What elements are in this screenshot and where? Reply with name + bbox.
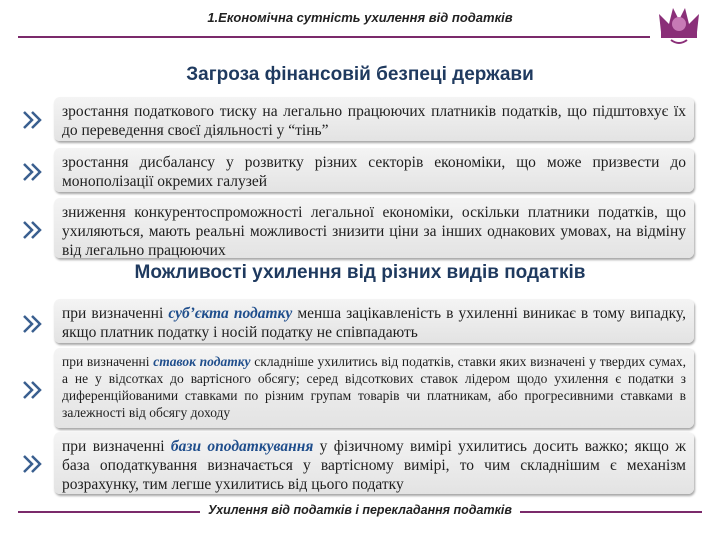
footer-divider-left [18, 511, 200, 513]
double-chevron-icon [22, 380, 44, 400]
double-chevron-icon [22, 220, 44, 240]
item-emphasis: ставок податку [153, 354, 251, 369]
item-text: складніше ухилитись від податків, ставки яких визначені у твердих сумах, а не у відсотках до вартісного обсягу; серед відсоткових ставок лідером щодо ухилення є податки з диференційованими ставками по різним групам товарів чи платникам, або прогресивними ставками в залежності від обсягу доходу [62, 354, 686, 420]
item-prefix: при визначенні [62, 438, 171, 455]
opportunity-item-subject [54, 299, 694, 343]
footer-text: Ухилення від податків і перекладання податків [208, 503, 512, 517]
double-chevron-icon [22, 454, 44, 474]
double-chevron-icon [22, 162, 44, 182]
opportunity-item-base [54, 432, 694, 494]
footer-divider-right [520, 511, 702, 513]
item-text: у фізичному вимірі ухилитись досить важко; якщо ж база оподаткування визначається у вартісному вимірі, то чим складнішим є механізм розрахунку, тим легше ухилитись від цього податку [62, 438, 686, 493]
opportunities-title: Можливості ухилення від різних видів податків [134, 262, 586, 283]
threat-item: зниження конкурентоспроможності легальної економіки, оскільки платники податків, що ухиляються, мають реальні можливості знизити ціни за інших однакових умовах, на відміну від легально працюючих [54, 198, 694, 258]
threats-title: Загроза фінансовій безпеці держави [186, 64, 534, 85]
threat-item: зростання податкового тиску на легально працюючих платників податків, що підштовхує їх до переведення своєї діяльності у “тінь” [54, 97, 694, 141]
double-chevron-icon [22, 314, 44, 334]
header-title: 1.Економічна сутність ухилення від податків [207, 10, 513, 25]
double-chevron-icon [22, 110, 44, 130]
opportunity-item-rates [54, 348, 694, 428]
item-text: менша зацікавленість в ухиленні виникає в тому випадку, якщо платник податку і носій податку не співпадають [62, 305, 687, 341]
threat-item: зростання дисбалансу у розвитку різних секторів економіки, що може призвести до монополізації окремих галузей [54, 148, 694, 192]
item-emphasis: суб’єкта податку [168, 305, 293, 322]
item-prefix: при визначенні [62, 305, 169, 322]
item-prefix: при визначенні [62, 354, 154, 369]
crest-logo-icon [655, 2, 703, 46]
item-emphasis: бази оподаткування [170, 438, 314, 455]
header-divider [18, 36, 650, 38]
